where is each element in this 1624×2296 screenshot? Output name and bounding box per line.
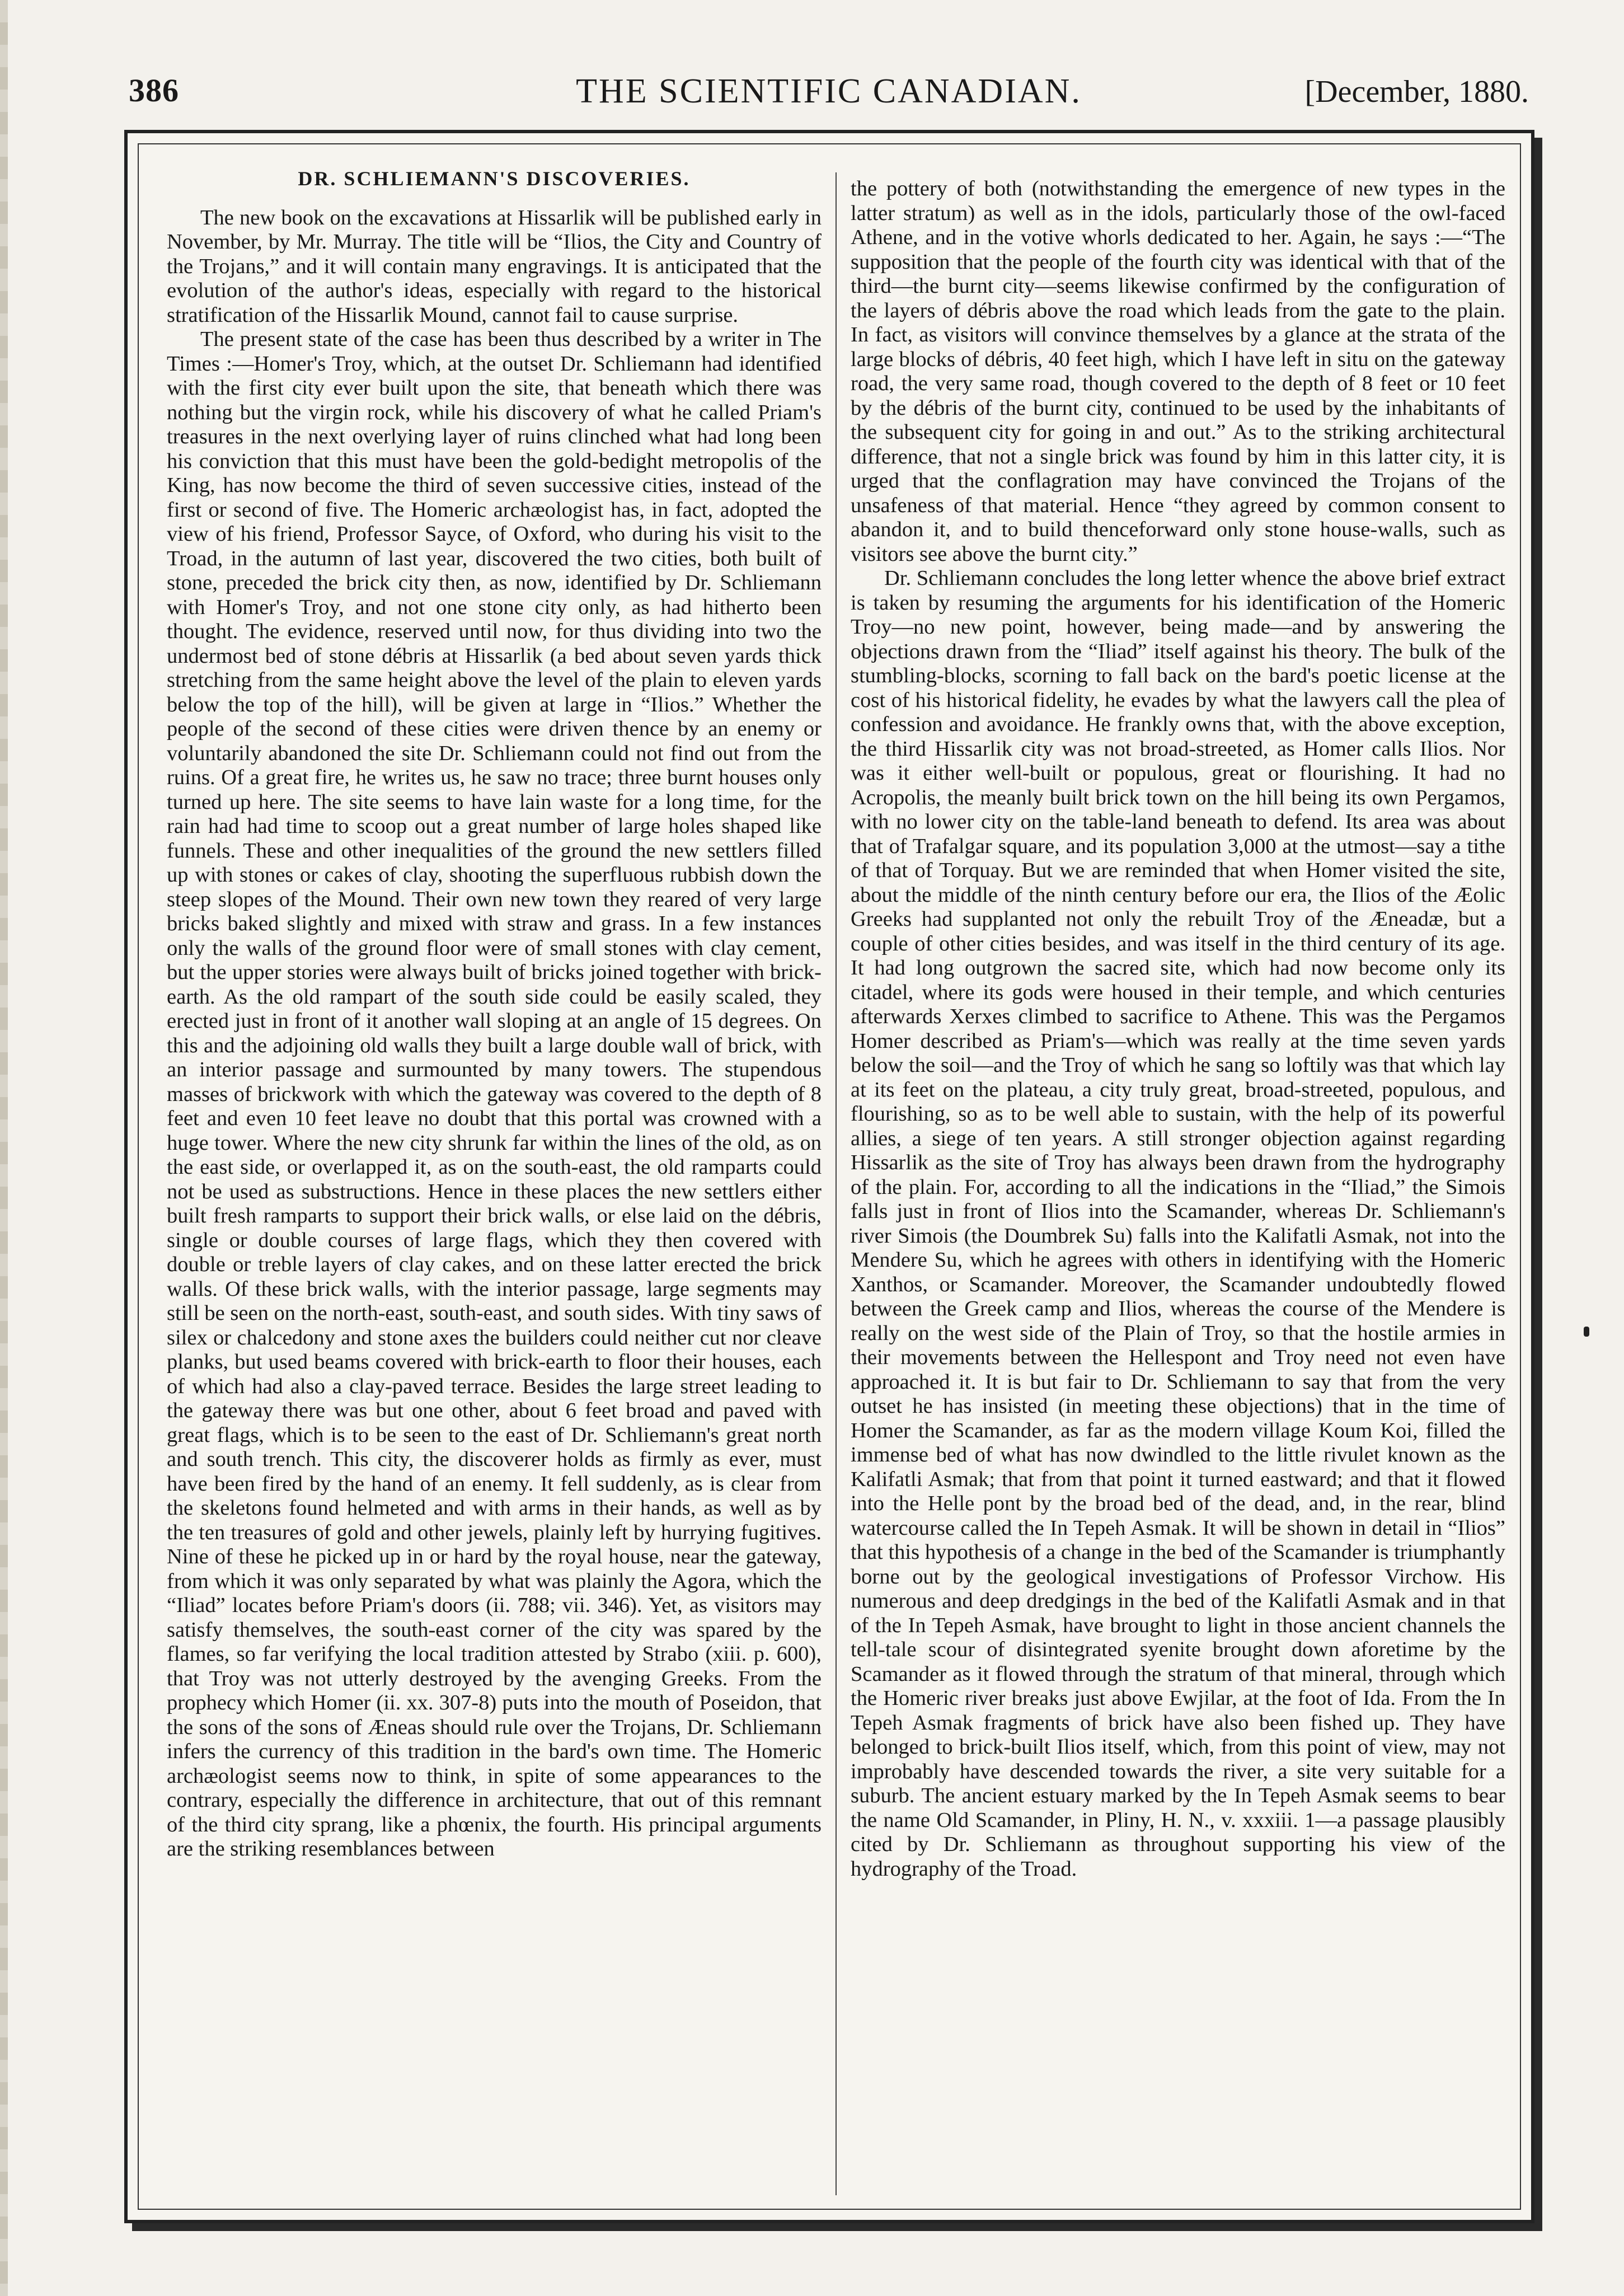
- column-divider: [836, 172, 837, 2195]
- journal-title: THE SCIENTIFIC CANADIAN.: [576, 72, 1082, 110]
- left-column: [167, 167, 822, 2197]
- ink-mark: [1584, 1327, 1589, 1337]
- paragraph-2: The present state of the case has been thus described by a writer in The Times :—Homer's Troy, which, at the outset Dr. Schliemann had identified with the first city ever built upon the site, that beneath which there was nothing but the virgin rock, while his discovery of what he called Priam's treasures in the next overlying layer of ruins clinched what had long been his conviction that this must have been the gold-bedight metropolis of the King, has now become the third of seven successive cities, instead of the first or second of five. The Homeric archæologist has, in fact, adopted the view of his friend, Professor Sayce, of Oxford, who during his visit to the Troad, in the autumn of last year, discovered the two cities, both built of stone, preceded the brick city then, as now, identified by Dr. Schliemann with Homer's Troy, and not one stone city only, as had hitherto been thought. The evidence, reserved until now, for thus dividing into two the undermost bed of stone débris at Hissarlik (a bed about seven yards thick stretching from the same height above the level of the plain to eleven yards below the top of the hill), will be given at large in “Ilios.” Whether the people of the second of these cities were driven thence by an enemy or voluntarily abandoned the site Dr. Schliemann could not find out from the ruins. Of a great fire, he writes us, he saw no trace; three burnt houses only turned up here. The site seems to have lain waste for a long time, for the rain had had time to scoop out a great number of large holes shaped like funnels. These and other inequalities of the ground the new settlers filled up with stones or cakes of clay, shooting the superfluous rubbish down the steep slopes of the Mound. Their own new town they reared of very large bricks baked slightly and mixed with straw and grass. In a few instances only the walls of the ground floor were of small stones with clay cement, but the upper stories were always built of bricks joined together with brick-earth. As the old rampart of the south side could be easily scaled, they erected just in front of it another wall sloping at an angle of 15 degrees. On this and the adjoining old walls they built a large double wall of brick, with an interior passage and surmounted by many towers. The stupendous masses of brickwork with which the gateway was covered to the depth of 8 feet and even 10 feet leave no doubt that this portal was crowned with a huge tower. Where the new city shrunk far within the lines of the old, as on the east side, or overlapped it, as on the south-east, the old ramparts could not be used as substructions. Hence in these places the new settlers either built fresh ramparts to support their brick walls, or else laid on the débris, single or double courses of large flags, which they then covered with double or treble layers of clay cakes, and on these latter erected the brick walls. Of these brick walls, with the interior passage, large segments may still be seen on the north-east, south-east, and south sides. With tiny saws of silex or chalcedony and stone axes the builders could neither cut nor cleave planks, but used beams covered with brick-earth to floor their houses, each of which had also a clay-paved terrace. Besides the large street leading to the gateway there was but one other, about 6 feet broad and paved with great flags, which is to be seen to the east of Dr. Schliemann's great north and south trench. This city, the discoverer holds as firmly as ever, must have been fired by the hand of an enemy. It fell suddenly, as is clear from the skeletons found helmeted and with arms in their hands, as well as by the ten treasures of gold and other jewels, plainly left by hurrying fugitives. Nine of these he picked up in or hard by the royal house, near the gateway, from which it was only separated by what was plainly the Agora, which the “Iliad” locates before Priam's doors (ii. 788; vii. 346). Yet, as visitors may satisfy themselves, the south-east corner of the city was spared by the flames, so far verifying the local tradition attested by Strabo (xiii. p. 600), that Troy was not utterly destroyed by the avenging Greeks. From the prophecy which Homer (ii. xx. 307-8) puts into the mouth of Poseidon, that the sons of the sons of Æneas should rule over the Trojans, Dr. Schliemann infers the currency of this tradition in the bard's own time. The Homeric archæologist seems now to think, in spite of some appearances to the contrary, especially the difference in architecture, that out of this remnant of the third city sprang, like a phœnix, the fourth. His principal arguments are the striking resemblances between: [167, 327, 822, 1861]
- page-number: 386: [129, 72, 179, 109]
- issue-date: [December, 1880.: [1304, 74, 1529, 109]
- paragraph-3: Dr. Schliemann concludes the long letter whence the above brief extract is taken by resuming the arguments for his identification of the Homeric Troy—no new point, however, being made—and by answering the objections drawn from the “Iliad” itself against his theory. The bulk of the stumbling-blocks, scorning to fall back on the bard's poetic license at the cost of his historical fidelity, he evades by what the lawyers call the plea of confession and avoidance. He frankly owns that, with the above exception, the third Hissarlik city was not broad-streeted, as Homer calls Ilios. Nor was it either well-built or populous, great or flourishing. It had no Acropolis, the meanly built brick town on the hill being its own Pergamos, with no lower city on the table-land beneath to defend. Its area was about that of Trafalgar square, and its population 3,000 at the utmost—say a tithe of that of Torquay. But we are reminded that when Homer visited the site, about the middle of the ninth century before our era, the Ilios of the Æolic Greeks had supplanted not only the rebuilt Troy of the Æneadæ, but a couple of other cities besides, and was itself in the third century of its age. It had long outgrown the sacred site, which had now become only its citadel, where its gods were housed in their temple, and which centuries afterwards Xerxes climbed to sacrifice to Athene. This was the Pergamos Homer described as Priam's—which was really at the time seven yards below the soil—and the Troy of which he sang so loftily was that which lay at its feet on the plateau, a city truly great, broad-streeted, populous, and flourishing, so as to be well able to sustain, with the help of its powerful allies, a siege of ten years. A still stronger objection against regarding Hissarlik as the site of Troy has always been drawn from the hydrography of the plain. For, according to all the indications in the “Iliad,” the Simois falls just in front of Ilios into the Scamander, whereas Dr. Schliemann's river Simois (the Doumbrek Su) falls into the Kalifatli Asmak, not into the Mendere Su, which he agrees with others in identifying with the Homeric Xanthos, or Scamander. Moreover, the Scamander undoubtedly flowed between the Greek camp and Ilios, whereas the course of the Mendere is really on the west side of the Plain of Troy, so that the hostile armies in their movements between the Hellespont and Troy need not even have approached it. It is but fair to Dr. Schliemann to say that from the very outset he has insisted (in meeting these objections) that in the time of Homer the Scamander, as far as the modern village Koum Koi, filled the immense bed of what has now dwindled to the little rivulet known as the Kalifatli Asmak; that from that point it turned eastward; and that it flowed into the Helle pont by the broad bed of the dead, and, in the rear, blind watercourse called the In Tepeh Asmak. It will be shown in detail in “Ilios” that this hypothesis of a change in the bed of the Scamander is triumphantly borne out by the geological investigations of Professor Virchow. His numerous and deep dredgings in the bed of the Kalifatli Asmak and in that of the In Tepeh Asmak, have brought to light in those ancient channels the tell-tale scour of disintegrated syenite brought down aforetime by the Scamander as it flowed through the stratum of that mineral, through which the Homeric river breaks just above Ewjilar, at the foot of Ida. From the In Tepeh Asmak fragments of brick have also been fished up. They have belonged to brick-built Ilios itself, which, from this point of view, may not improbably have descended towards the river, a site very suitable for a suburb. The ancient estuary marked by the In Tepeh Asmak seems to bear the name Old Scamander, in Pliny, H. N., v. xxxiii. 1—a passage plausibly cited by Dr. Schliemann as throughout supporting his view of the hydrography of the Troad.: [851, 566, 1505, 1881]
- right-column: [851, 177, 1505, 2197]
- binding-edge: [0, 0, 8, 2296]
- article-title: DR. SCHLIEMANN'S DISCOVERIES.: [298, 167, 691, 190]
- paragraph-2-continued: the pottery of both (notwithstanding the emergence of new types in the latter stratum) as well as in the idols, particularly those of the owl-faced Athene, and in the votive whorls dedicated to her. Again, he says :—“The supposition that the people of the fourth city was identical with that of the third—the burnt city—seems likewise confirmed by the configuration of the layers of débris above the road which leads from the gate to the plain. In fact, as visitors will convince themselves by a glance at the strata of the large blocks of débris, 40 feet high, which I have left in situ on the gateway road, the very same road, though covered to the depth of 8 feet or 10 feet by the débris of the burnt city, continued to be used by the inhabitants of the subsequent city for going in and out.” As to the striking architectural difference, that not a single brick was found by him in this latter city, it is urged that the conflagration may have convinced the Trojans of the unsafeness of that material. Hence “they agreed by common consent to abandon it, and to build thenceforward only stone house-walls, such as visitors see above the burnt city.”: [851, 177, 1505, 566]
- article-frame: [124, 130, 1534, 2223]
- running-head: [112, 72, 1546, 116]
- paragraph-1: The new book on the excavations at Hissarlik will be published early in November, by Mr. Murray. The title will be “Ilios, the City and Country of the Trojans,” and it will contain many engravings. It is anticipated that the evolution of the author's ideas, especially with regard to the historical stratification of the Hissarlik Mound, cannot fail to cause surprise.: [167, 205, 822, 327]
